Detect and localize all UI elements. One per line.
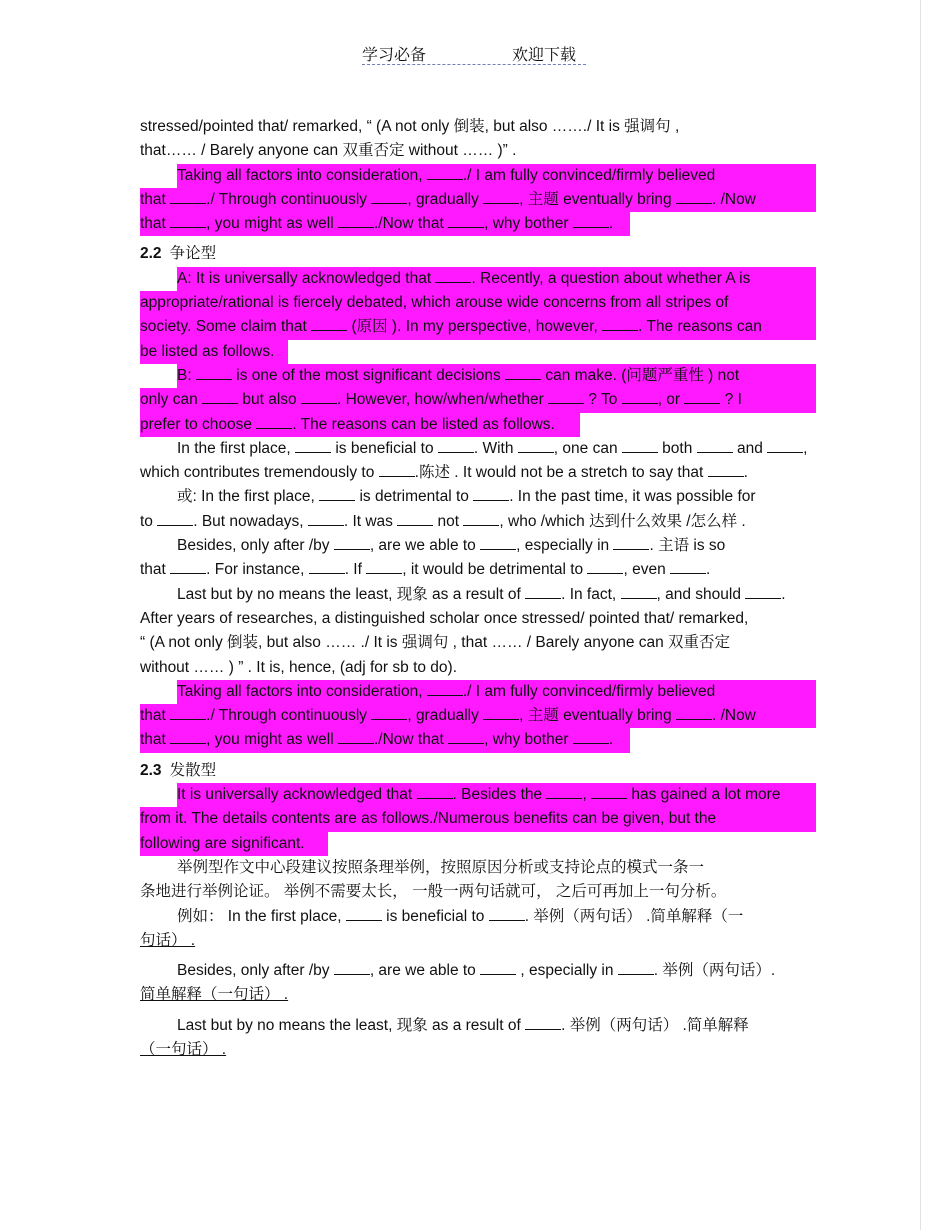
fill-in-blank — [170, 559, 206, 574]
text-line: 举例型作文中心段建议按照条理举例，按照原因分析或支持论点的模式一条一 — [177, 858, 705, 876]
fill-in-blank — [767, 438, 803, 453]
fill-in-blank — [438, 438, 474, 453]
text-line: following are significant. — [140, 832, 328, 856]
fill-in-blank — [448, 213, 484, 228]
text-line: that…… / Barely anyone can 双重否定 without …… )” . — [140, 142, 517, 160]
fill-in-blank — [170, 729, 206, 744]
fill-in-blank — [622, 438, 658, 453]
fill-in-blank — [427, 681, 463, 696]
fill-in-blank — [338, 213, 374, 228]
text-line: （一句话） . — [140, 1040, 227, 1058]
fill-in-blank — [309, 559, 345, 574]
text-line: that , you might as well ./Now that , why bother . — [140, 728, 630, 752]
fill-in-blank — [308, 511, 344, 526]
fill-in-blank — [371, 705, 407, 720]
fill-in-blank — [397, 511, 433, 526]
page-header — [362, 42, 586, 65]
fill-in-blank — [483, 705, 519, 720]
fill-in-blank — [483, 189, 519, 204]
fill-in-blank — [480, 535, 516, 550]
text-line: that , you might as well ./Now that , why bother . — [140, 212, 630, 236]
text-line: society. Some claim that (原因 ). In my perspective, however, . The reasons can — [140, 315, 816, 339]
fill-in-blank — [346, 906, 382, 921]
text-line: 句话） . — [140, 931, 196, 949]
text-line: 简单解释（一句话） . — [140, 986, 289, 1004]
text-line: prefer to choose . The reasons can be listed as follows. — [140, 413, 580, 437]
fill-in-blank — [295, 438, 331, 453]
fill-in-blank — [684, 389, 720, 404]
fill-in-blank — [480, 960, 516, 975]
fill-in-blank — [602, 316, 638, 331]
fill-in-blank — [319, 486, 355, 501]
fill-in-blank — [697, 438, 733, 453]
fill-in-blank — [366, 559, 402, 574]
page-edge-rule — [920, 0, 921, 1230]
section-heading: 2.3 发散型 — [140, 761, 217, 779]
fill-in-blank — [546, 784, 582, 799]
text-line: to . But nowadays, . It was not , who /which 达到什么效果 /怎么样 . — [140, 512, 746, 530]
fill-in-blank — [417, 784, 453, 799]
fill-in-blank — [473, 486, 509, 501]
fill-in-blank — [427, 165, 463, 180]
fill-in-blank — [622, 389, 658, 404]
text-line: After years of researches, a distinguished scholar once stressed/ pointed that/ remarked, — [140, 609, 749, 627]
text-line: B: is one of the most significant decisions can make. (问题严重性 ) not — [177, 364, 816, 388]
fill-in-blank — [311, 316, 347, 331]
fill-in-blank — [334, 535, 370, 550]
text-line: 例如： In the first place, is beneficial to . 举例（两句话） .简单解释（一 — [177, 907, 744, 925]
fill-in-blank — [463, 511, 499, 526]
fill-in-blank — [618, 960, 654, 975]
fill-in-blank — [573, 729, 609, 744]
text-line: It is universally acknowledged that . Besides the , has gained a lot more — [177, 783, 816, 807]
fill-in-blank — [525, 584, 561, 599]
fill-in-blank — [505, 365, 541, 380]
fill-in-blank — [591, 784, 627, 799]
fill-in-blank — [518, 438, 554, 453]
text-line: Taking all factors into consideration, ./ I am fully convinced/firmly believed — [177, 680, 816, 704]
fill-in-blank — [670, 559, 706, 574]
fill-in-blank — [548, 389, 584, 404]
text-line: 或: In the first place, is detrimental to . In the past time, it was possible for — [177, 488, 756, 506]
fill-in-blank — [301, 389, 337, 404]
text-line: Besides, only after /by , are we able to , especially in . 主语 is so — [177, 537, 726, 555]
text-line: In the first place, is beneficial to . With , one can both and , — [177, 439, 808, 457]
document-body — [140, 115, 816, 1062]
text-line: appropriate/rational is fiercely debated, which arouse wide concerns from all stripes of — [140, 291, 816, 315]
text-line: Last but by no means the least, 现象 as a result of . In fact, , and should . — [177, 585, 786, 603]
section-heading: 2.2 争论型 — [140, 245, 217, 263]
fill-in-blank — [587, 559, 623, 574]
fill-in-blank — [379, 462, 415, 477]
header-right-text: 欢迎下载 — [512, 47, 577, 64]
text-line: without …… ) ” . It is, hence, (adj for sb to do). — [140, 658, 458, 676]
text-line: stressed/pointed that/ remarked, “ (A not only 倒装, but also ……./ It is 强调句 , — [140, 118, 680, 135]
fill-in-blank — [676, 705, 712, 720]
fill-in-blank — [525, 1015, 561, 1030]
text-line: only can but also . However, how/when/whether ? To , or ? I — [140, 388, 816, 412]
fill-in-blank — [202, 389, 238, 404]
text-line: which contributes tremendously to .陈述 . It would not be a stretch to say that . — [140, 464, 748, 482]
text-line: Besides, only after /by , are we able to , especially in . 举例（两句话）. — [177, 962, 776, 980]
fill-in-blank — [489, 906, 525, 921]
fill-in-blank — [170, 213, 206, 228]
fill-in-blank — [708, 462, 744, 477]
fill-in-blank — [435, 268, 471, 283]
text-line: “ (A not only 倒装, but also …… ./ It is 强调句 , that …… / Barely anyone can 双重否定 — [140, 634, 731, 652]
fill-in-blank — [621, 584, 657, 599]
header-left-text: 学习必备 — [362, 47, 427, 64]
text-line: that ./ Through continuously , gradually , 主题 eventually bring . /Now — [140, 704, 816, 728]
text-line: that ./ Through continuously , gradually , 主题 eventually bring . /Now — [140, 188, 816, 212]
text-line: be listed as follows. — [140, 340, 288, 364]
fill-in-blank — [745, 584, 781, 599]
fill-in-blank — [196, 365, 232, 380]
text-line: 条地进行举例论证。 举例不需要太长， 一般一两句话就可， 之后可再加上一句分析。 — [140, 883, 727, 901]
fill-in-blank — [613, 535, 649, 550]
fill-in-blank — [371, 189, 407, 204]
text-line: from it. The details contents are as follows./Numerous benefits can be given, but the — [140, 807, 816, 831]
fill-in-blank — [170, 705, 206, 720]
fill-in-blank — [334, 960, 370, 975]
fill-in-blank — [573, 213, 609, 228]
fill-in-blank — [676, 189, 712, 204]
text-line: Taking all factors into consideration, ./ I am fully convinced/firmly believed — [177, 164, 816, 188]
fill-in-blank — [170, 189, 206, 204]
text-line: Last but by no means the least, 现象 as a result of . 举例（两句话） .简单解释 — [177, 1016, 749, 1034]
fill-in-blank — [448, 729, 484, 744]
text-line: A: It is universally acknowledged that . Recently, a question about whether A is — [177, 267, 816, 291]
fill-in-blank — [256, 414, 292, 429]
fill-in-blank — [338, 729, 374, 744]
fill-in-blank — [157, 511, 193, 526]
text-line: that . For instance, . If , it would be detrimental to , even . — [140, 561, 711, 579]
